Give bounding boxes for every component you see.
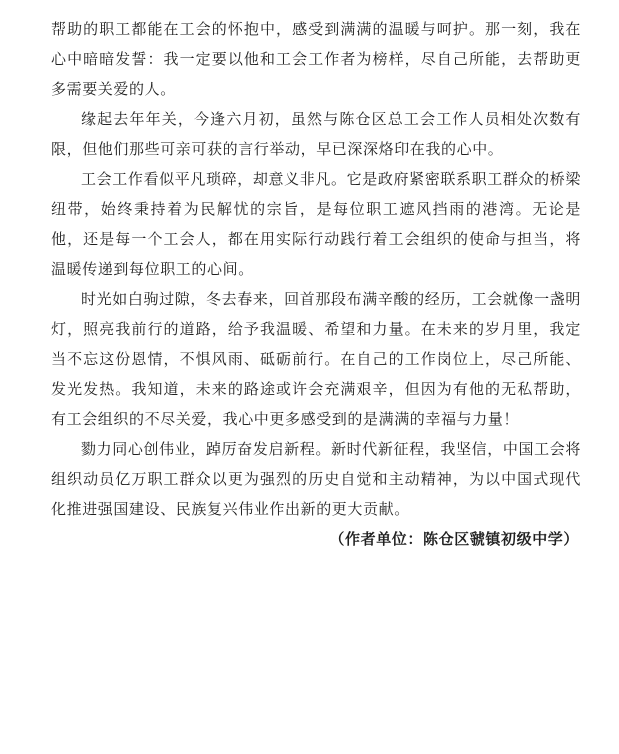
paragraph-continued: 帮助的职工都能在工会的怀抱中，感受到满满的温暖与呵护。那一刻，我在心中暗暗发誓：我一定要以他和工会工作者为榜样，尽自己所能，去帮助更多需要关爱的人。 bbox=[51, 20, 581, 98]
paragraph: 缘起去年年关，今逢六月初，虽然与陈仓区总工会工作人员相处次数有限，但他们那些可亲可获的言行举动，早已深深烙印在我的心中。 bbox=[51, 110, 581, 158]
paragraph: 工会工作看似平凡琐碎，却意义非凡。它是政府紧密联系职工群众的桥梁纽带，始终秉持着为民解忧的宗旨，是每位职工遮风挡雨的港湾。无论是他，还是每一个工会人，都在用实际行动践行着工会组织的使命与担当，将温暖传递到每位职工的心间。 bbox=[51, 170, 581, 278]
paragraph: 勠力同心创伟业，踔厉奋发启新程。新时代新征程，我坚信，中国工会将组织动员亿万职工群众以更为强烈的历史自觉和主动精神，为以中国式现代化推进强国建设、民族复兴伟业作出新的更大贡献。 bbox=[51, 440, 581, 518]
paragraph: 时光如白驹过隙，冬去春来，回首那段布满辛酸的经历，工会就像一盏明灯，照亮我前行的道路，给予我温暖、希望和力量。在未来的岁月里，我定当不忘这份恩情，不惧风雨、砥砺前行。在自己的工作岗位上，尽己所能、发光发热。我知道，未来的路途或许会充满艰辛，但因为有他的无私帮助，有工会组织的不尽关爱，我心中更多感受到的是满满的幸福与力量！ bbox=[51, 290, 581, 428]
article-body bbox=[51, 14, 581, 554]
author-byline: （作者单位：陈仓区虢镇初级中学） bbox=[329, 530, 579, 548]
